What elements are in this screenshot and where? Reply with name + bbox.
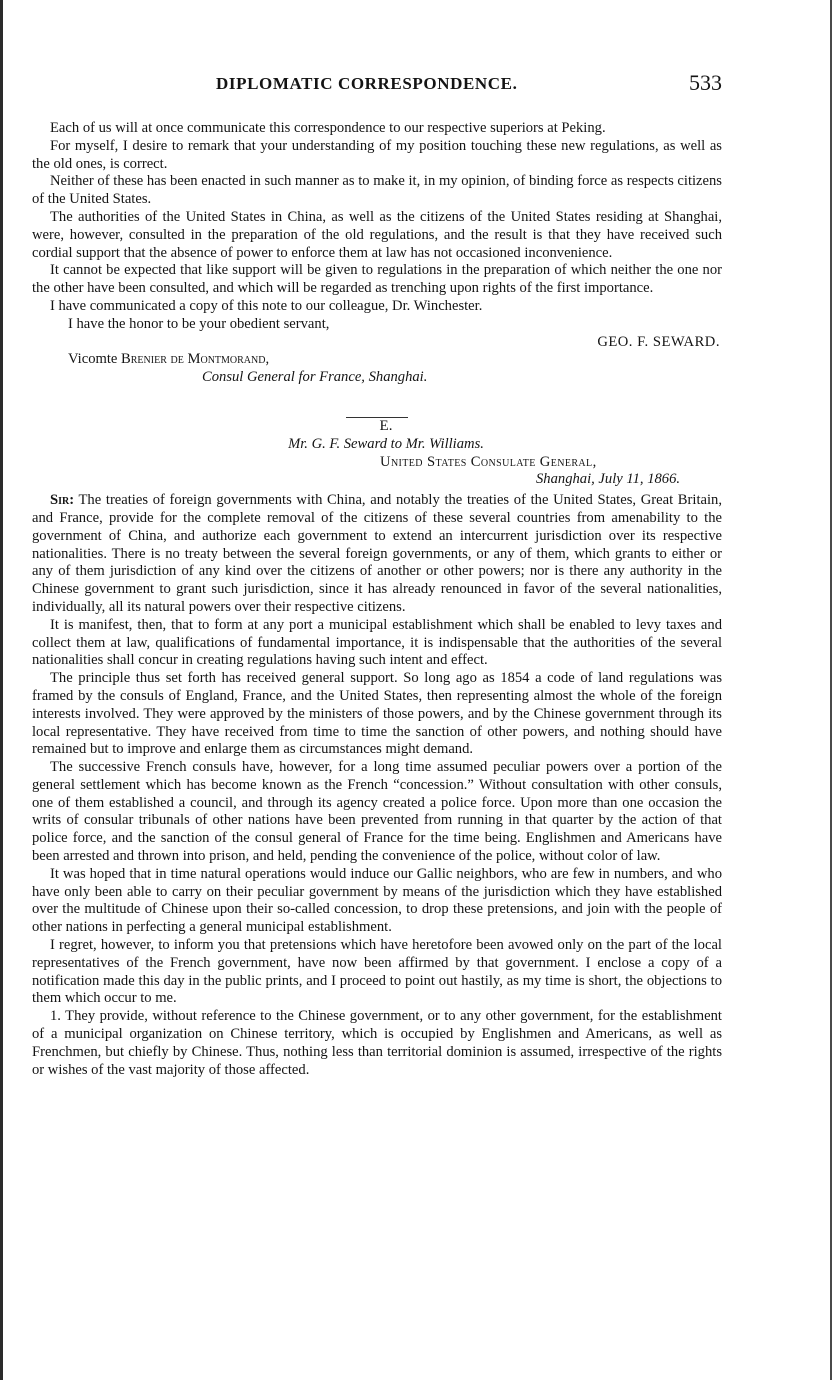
paragraph: The authorities of the United States in China, as well as the citizens of the United States residing at Shanghai, were, however, consulted in the preparation of the old regulations, and the result is that they have received such cordial support that the absence of power to enforce them at law has not occasioned inconvenience. (32, 208, 722, 261)
paragraph: I have communicated a copy of this note to our colleague, Dr. Winchester. (50, 297, 483, 314)
paragraph: Each of us will at once communicate this correspondence to our respective superiors at Peking. (50, 120, 606, 136)
addressee-prefix: Vicomte (68, 351, 122, 368)
paragraph: I regret, however, to inform you that pretensions which have heretofore been avowed only on the part of the local representatives of the French government, have now been affirmed by that government. I enclose a copy of a notification made this day in the public prints, and I proceed to point out hastily, as my time is short, the objections to them which occur to me. (32, 937, 722, 1007)
paragraph: Neither of these has been enacted in such manner as to make it, in my opinion, of binding force as respects citizens of the United States. (32, 173, 722, 208)
page-body (32, 120, 722, 1079)
addressee-office: Consul General for France, Shanghai. (202, 369, 428, 386)
paragraph: It is manifest, then, that to form at any port a municipal establishment which shall be enabled to levy taxes and collect them at law, qualifications of fundamental importance, it is indispensable that the authorities of the several nationalities shall concur in creating regulations having such intent and effect. (32, 616, 722, 669)
paragraph: The successive French consuls have, however, for a long time assumed peculiar powers over a portion of the general settlement which has become known as the French “concession.” Without consultation with other consuls, one of them established a council, and through its agency created a police force. Upon more than one occasion the writs of consular tribunals of other nations have been prevented from running in that quarter by the action of that police force, and the sanction of the consul general of France for the time being. Englishmen and Americans have been arrested and thrown into prison, and held, pending the convenience of the police, without color of law. (32, 759, 722, 865)
addressee-name: Brenier de Montmorand, (121, 351, 270, 368)
letter-e (32, 418, 722, 1079)
closing-line: I have the honor to be your obedient servant, (68, 315, 330, 332)
paragraph-text: The treaties of foreign governments with China, and notably the treaties of the United States, Great Britain, and France, provide for the complete removal of the citizens of these several countries from amenability to the government of China, and authorize each government to extend an intercurrent jurisdiction over its respective nationalities. There is no treaty between the several foreign governments, or any of them, which grants to either or any of them jurisdiction of any kind over the citizens of another or other powers; nor is there any authority in the Chinese government to grant such jurisdiction, since it has already renounced in favor of the several nationalities, individually, all its natural powers over their respective citizens. (32, 492, 722, 615)
paragraph: For myself, I desire to remark that your understanding of my position touching these new regulations, as well as the old ones, is correct. (32, 137, 722, 172)
salutation: Sir: (50, 492, 75, 509)
paragraph: The principle thus set forth has received general support. So long ago as 1854 a code of land regulations was framed by the consuls of England, France, and the United States, then representing almost the whole of the foreign interests involved. They were approved by the ministers of those powers, and by the Chinese government through its local representative. They have received from time to time the sanction of other powers, and nothing should have remained but to improve and enlarge them as circumstances might demand. (32, 670, 722, 758)
paragraph: It cannot be expected that like support will be given to regulations in the preparation of which neither the one nor the other have been consulted, and which will be regarded as trenching upon rights of the first importance. (32, 262, 722, 297)
paragraph: It was hoped that in time natural operations would induce our Gallic neighbors, who are few in numbers, and who have only been able to carry on their peculiar government by means of the jurisdiction which they have established over the multitude of Chinese upon their so-called concession, to drop these pretensions, and join with the people of other nations in perfecting a general municipal establishment. (32, 865, 722, 936)
numbered-paragraph: 1. They provide, without reference to the Chinese government, or to any other government, for the establishment of a municipal organization on Chinese territory, which is occupied by Englishmen and Americans, as well as Frenchmen, but chiefly by Chinese. Thus, nothing less than territorial dominion is assumed, irrespective of the rights or wishes of the vast majority of those affected. (32, 1008, 722, 1078)
dateline-place: Shanghai, July 11, 1866. (536, 471, 681, 488)
running-title: DIPLOMATIC CORRESPONDENCE. (216, 74, 518, 93)
page-number: 533 (689, 70, 722, 95)
scan-border-left (0, 0, 3, 1380)
section-letter: E. (379, 417, 393, 434)
running-head (32, 70, 722, 100)
letter-heading: Mr. G. F. Seward to Mr. Williams. (288, 435, 484, 452)
paragraph (32, 492, 722, 617)
addressee (32, 351, 722, 369)
signature: GEO. F. SEWARD. (597, 333, 720, 350)
dateline-office: United States Consulate General, (380, 453, 597, 470)
letter-d-continuation (32, 120, 722, 387)
